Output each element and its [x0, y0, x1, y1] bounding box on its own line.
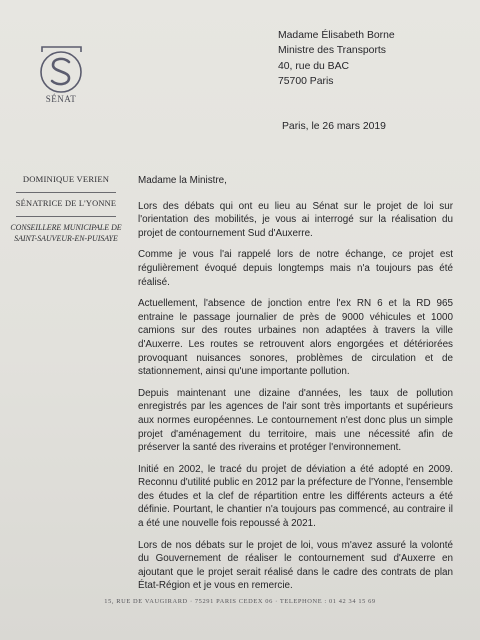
- recipient-line: Madame Élisabeth Borne: [278, 30, 395, 41]
- body-paragraph: Lors de nos débats sur le projet de loi, vous m'avez assuré la volonté du Gouvernement de réaliser le contournement sud d'Auxerre en ajoutant que le projet serait réalisé dans le cadre des contrats de plan État-Région et je vous en remercie.: [138, 539, 453, 592]
- sender-title: SÉNATRICE DE L'YONNE: [15, 199, 117, 208]
- sender-role: CONSEILLERE MUNICIPALE DE SAINT-SAUVEUR-EN-PUISAYE: [10, 223, 122, 243]
- sender-divider: [16, 192, 116, 193]
- recipient-line: 75700 Paris: [278, 76, 334, 88]
- footer-address: 15, RUE DE VAUGIRARD · 75291 PARIS CEDEX 06 · TELEPHONE : 01 42 34 15 69: [104, 598, 376, 605]
- letter-body: [138, 174, 453, 601]
- body-paragraph: Actuellement, l'absence de jonction entre l'ex RN 6 et la RD 965 entraine le passage journalier de près de 9000 véhicules et 1000 camions sur des routes urbaines non adaptées à travers la ville d'Auxerre. Les routes se retrouvent alors engorgées et détériorées provoquant nuisances sonores, problèmes de circulation et de stationnement, ainsi qu'une importante pollution.: [138, 298, 453, 378]
- recipient-address: [278, 28, 468, 90]
- recipient-line: Ministre des Transports: [278, 45, 386, 57]
- body-paragraph: Initié en 2002, le tracé du projet de déviation a été adopté en 2009. Reconnu d'utilité public en 2012 par la préfecture de l'Yonne, l'ensemble des études et la clef de répartition entre les différents acteurs a été définie. Pourtant, le chantier n'a toujours pas commencé, au contraire il a été une nouvelle fois repoussé à 2021.: [138, 463, 453, 530]
- sender-divider: [16, 216, 116, 217]
- body-paragraph: Comme je vous l'ai rappelé lors de notre échange, ce projet est régulièrement évoqué depuis longtemps mais n'a toujours pas été réalisé.: [138, 249, 453, 288]
- sender-block: [10, 170, 122, 245]
- recipient-line: 40, rue du BAC: [278, 60, 350, 72]
- logo-wordmark: SÉNAT: [45, 94, 77, 104]
- body-paragraph: Depuis maintenant une dizaine d'années, les taux de pollution enregistrés par les agences de l'air sont très importants et supérieurs aux normes européennes. Le contournement n'est donc plus un simple projet d'aménagement du territoire, mais une nécessité afin de préserver la santé des riverains et protéger l'environnement.: [138, 387, 453, 454]
- salutation: Madame la Ministre,: [138, 175, 227, 186]
- body-paragraph: Lors des débats qui ont eu lieu au Sénat sur le projet de loi sur l'orientation des mobilités, je vous ai interrogé sur la réalisation du projet de contournement Sud d'Auxerre.: [138, 200, 453, 239]
- letter-date: Paris, le 26 mars 2019: [282, 121, 386, 132]
- sender-name: DOMINIQUE VERIEN: [22, 174, 110, 184]
